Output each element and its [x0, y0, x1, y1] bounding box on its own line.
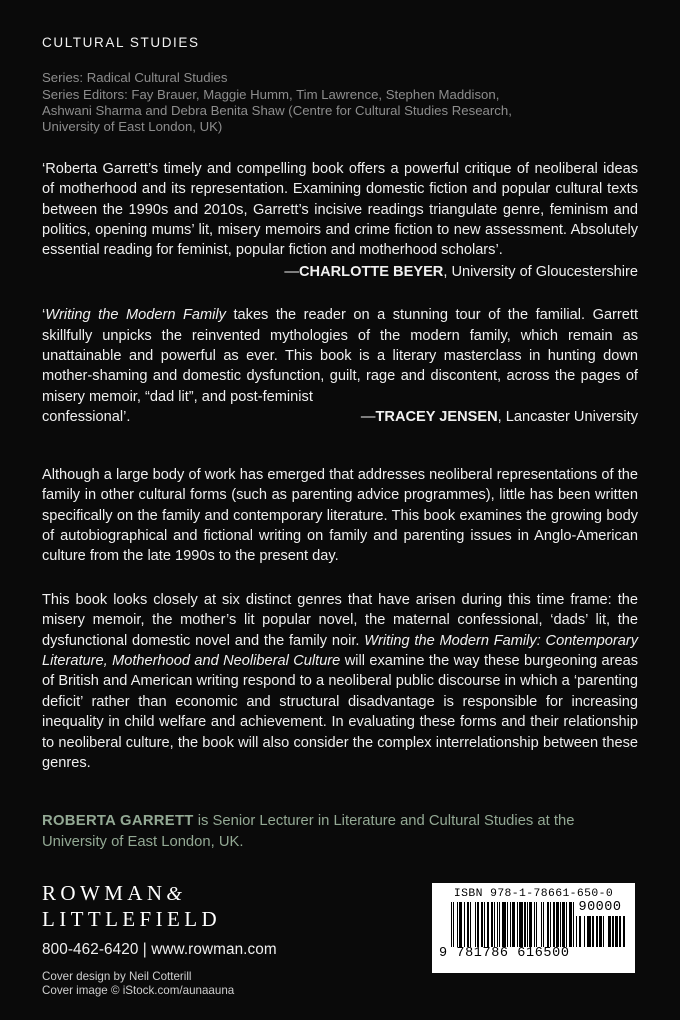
review-blurb-1 — [42, 159, 638, 282]
cover-credits — [42, 970, 372, 998]
publisher-logo-line-2: LITTLEFIELD — [42, 906, 222, 931]
blurb-2-open-quote: ‘ — [42, 307, 46, 324]
description-2-part-2: will examine the way these burgeoning areas of British and American writing respond to a neoliberal public discourse in which a ‘parenting deficit’ rather than economic and structural disadvantage is responsible for increasing inequality in child welfare and achievement. In evaluating these forms and their relationship to neoliberal culture, the book will also consider the complex interrelationship between these genres. — [42, 652, 638, 771]
blurb-1-text: ‘Roberta Garrett’s timely and compelling book offers a powerful critique of neoliberal ideas of motherhood and its representation. Examining domestic fiction and popular cultural texts between the 1990s and 2010s, Garrett’s incisive readings triangulate genre, feminism and politics, opening mums’ lit, misery memoirs and crime fiction to new assessment. Absolutely essential reading for feminist, popular fiction and motherhood scholars’. — [42, 160, 638, 259]
blurb-1-attribution — [42, 262, 638, 282]
barcode-addon-bars — [576, 916, 626, 947]
cover-footer — [42, 878, 638, 998]
isbn-barcode — [432, 883, 635, 973]
blurb-2-attrib-name: TRACEY JENSEN — [375, 409, 498, 426]
blurb-2-tail-text: confessional’. — [42, 409, 131, 426]
publisher-contact-line[interactable]: 800-462-6420 | www.rowman.com — [42, 940, 277, 958]
barcode-addon-digits: 90000 — [578, 900, 622, 915]
blurb-2-dash: — — [360, 409, 376, 426]
series-line: Series: Radical Cultural Studies — [42, 70, 228, 86]
blurb-1-dash: — — [284, 263, 300, 280]
blurb-2-text: takes the reader on a stunning tour of the familial. Garrett skillfully unpicks the reinvented mythologies of the modern family, which remain as unattainable and powerful as ever. This book is a literary masterclass in hunting down mother-shaming and domestic dysfunction, guilt, rage and discontent, across the pages of misery memoir, “dad lit”, and post-feminist — [42, 307, 639, 405]
series-line: University of East London, UK) — [42, 119, 223, 135]
description-paragraph-2 — [42, 590, 638, 774]
blurb-2-book-title: Writing the Modern Family — [45, 307, 226, 324]
review-blurb-2 — [42, 305, 638, 427]
blurb-1-attrib-name: CHARLOTTE BEYER — [299, 263, 444, 280]
description-2-book-title: Writing the Modern Family: Contemporary Literature, Motherhood and Neoliberal Culture — [42, 632, 638, 669]
blurb-2-attrib-affiliation: , Lancaster University — [497, 409, 638, 426]
barcode-main-bars — [451, 902, 575, 947]
barcode-ean-digits: 9 781786 616500 — [439, 946, 570, 961]
series-line: Ashwani Sharma and Debra Benita Shaw (Centre for Cultural Studies Research, — [42, 103, 512, 118]
publisher-logo-line-1 — [42, 881, 372, 907]
isbn-number-text: ISBN 978-1-78661-650-0 — [453, 888, 614, 900]
series-line: Series Editors: Fay Brauer, Maggie Humm, Tim Lawrence, Stephen Maddison, — [42, 86, 500, 102]
publisher-logo-word-rowman: ROWMAN — [42, 880, 167, 905]
description-paragraph-1: Although a large body of work has emerged that addresses neoliberal representations of the family in other cultural forms (such as parenting advice programmes), little has been written specifically on the family and contemporary literature. This book examines the growing body of autobiographical and fictional writing on family and parenting issues in Anglo-American culture from the late 1990s to the present day. — [42, 466, 638, 565]
blurb-2-attribution — [361, 407, 638, 427]
ampersand-glyph: & — [166, 882, 182, 905]
series-info-block — [42, 70, 638, 136]
subject-category-label: CULTURAL STUDIES — [42, 35, 200, 50]
cover-design-credit: Cover design by Neil Cotterill — [42, 969, 192, 983]
blurb-1-attrib-affiliation: , University of Gloucestershire — [443, 263, 638, 280]
barcode-bars-row — [439, 902, 628, 964]
publisher-block — [42, 881, 372, 998]
author-bio-text: is Senior Lecturer in Literature and Cultural Studies at the University of East London, UK. — [42, 813, 575, 850]
cover-image-credit: Cover image © iStock.com/aunaauna — [42, 983, 235, 997]
description-2-part-1: This book looks closely at six distinct genres that have arisen during this time frame: the misery memoir, the mother’s lit popular novel, the maternal confessional, ‘dads’ lit, the dysfunctional domestic novel and the family noir. — [42, 591, 638, 649]
author-bio — [42, 811, 638, 852]
author-name: ROBERTA GARRETT — [42, 813, 194, 830]
